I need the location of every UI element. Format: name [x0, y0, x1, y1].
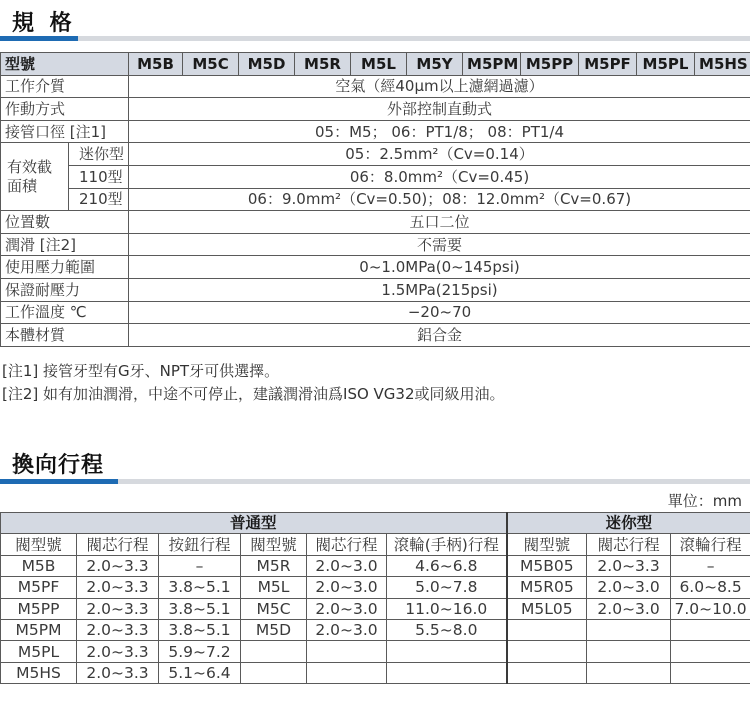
spec-header-row [1, 53, 750, 76]
spec-row-pressure [1, 256, 750, 279]
table-cell [587, 662, 671, 683]
spec-row-medium [1, 75, 750, 98]
stroke-title-accent [0, 479, 118, 484]
spec-label-effective-area: 有效截面積 [1, 143, 69, 211]
table-cell: 2.0~3.3 [77, 598, 159, 619]
table-cell: M5PM [1, 619, 77, 640]
spec-row-lube [1, 233, 750, 256]
table-row [1, 641, 750, 662]
group-mini: 迷你型 [507, 513, 750, 534]
spec-label: 工作溫度 ℃ [1, 301, 129, 324]
table-cell: M5L05 [507, 598, 587, 619]
spec-value: 鋁合金 [129, 324, 750, 347]
spec-table [0, 52, 750, 347]
spec-row-area-210 [1, 188, 750, 211]
table-cell [387, 641, 507, 662]
table-cell: 6.0~8.5 [671, 577, 750, 598]
spec-row-action [1, 98, 750, 121]
spec-sublabel: 迷你型 [69, 143, 129, 166]
table-cell: M5B05 [507, 555, 587, 576]
spec-row-port [1, 120, 750, 143]
spec-row-proof [1, 278, 750, 301]
header-model-m5pf: M5PF [579, 53, 637, 76]
header-model-m5pl: M5PL [637, 53, 695, 76]
table-row [1, 577, 750, 598]
table-cell: 2.0~3.0 [307, 577, 387, 598]
spec-value: 五口二位 [129, 211, 750, 234]
stroke-title-bar [0, 479, 750, 484]
table-cell: 2.0~3.0 [587, 577, 671, 598]
table-cell: 3.8~5.1 [159, 598, 241, 619]
table-cell [587, 619, 671, 640]
spec-row-material [1, 324, 750, 347]
table-cell: 2.0~3.0 [587, 598, 671, 619]
header-model-m5y: M5Y [407, 53, 463, 76]
spec-row-area-110 [1, 165, 750, 188]
table-cell: 3.8~5.1 [159, 619, 241, 640]
table-cell: M5R05 [507, 577, 587, 598]
table-row [1, 662, 750, 683]
stroke-section-title: 換向行程 [12, 453, 105, 478]
table-cell: M5HS [1, 662, 77, 683]
table-cell [507, 662, 587, 683]
spec-value: 1.5MPa(215psi) [129, 278, 750, 301]
table-cell: 2.0~3.0 [307, 555, 387, 576]
spec-value: 空氣（經40μm以上濾網過濾） [129, 75, 750, 98]
table-cell [587, 641, 671, 662]
column-header: 閥芯行程 [77, 534, 159, 555]
table-cell: M5B [1, 555, 77, 576]
column-header: 閥型號 [1, 534, 77, 555]
table-cell: M5L [241, 577, 307, 598]
table-cell: – [671, 555, 750, 576]
table-cell: 5.0~7.8 [387, 577, 507, 598]
header-model-m5pm: M5PM [463, 53, 521, 76]
spec-sublabel: 110型 [69, 165, 129, 188]
table-cell: M5C [241, 598, 307, 619]
table-cell: 3.8~5.1 [159, 577, 241, 598]
header-model-m5pp: M5PP [521, 53, 579, 76]
stroke-body [1, 555, 750, 683]
column-header: 閥型號 [507, 534, 587, 555]
column-header: 滾輪行程 [671, 534, 750, 555]
group-standard: 普通型 [1, 513, 507, 534]
table-cell: M5PF [1, 577, 77, 598]
table-cell: 2.0~3.0 [307, 598, 387, 619]
note-1: [注1] 接管牙型有G牙、NPT牙可供選擇。 [2, 362, 280, 380]
spec-value: 0~1.0MPa(0~145psi) [129, 256, 750, 279]
table-cell: 2.0~3.3 [77, 577, 159, 598]
spec-label: 本體材質 [1, 324, 129, 347]
table-cell: 2.0~3.3 [77, 555, 159, 576]
column-header: 閥型號 [241, 534, 307, 555]
header-model-m5r: M5R [295, 53, 351, 76]
unit-label: 單位：mm [667, 492, 742, 510]
spec-value: 05：2.5mm²（Cv=0.14） [129, 143, 750, 166]
header-model-m5b: M5B [129, 53, 183, 76]
spec-value: 外部控制直動式 [129, 98, 750, 121]
table-cell: 5.5~8.0 [387, 619, 507, 640]
table-cell [387, 662, 507, 683]
table-row [1, 598, 750, 619]
column-header: 閥芯行程 [307, 534, 387, 555]
table-cell: M5R [241, 555, 307, 576]
table-cell [507, 641, 587, 662]
header-model: 型號 [1, 53, 129, 76]
table-cell [671, 662, 750, 683]
table-row [1, 619, 750, 640]
table-cell: 2.0~3.3 [77, 662, 159, 683]
spec-section-title: 規 格 [12, 11, 76, 36]
spec-value: 06：9.0mm²（Cv=0.50)；08：12.0mm²（Cv=0.67) [129, 188, 750, 211]
spec-value: 06：8.0mm²（Cv=0.45) [129, 165, 750, 188]
stroke-group-row [1, 513, 750, 534]
table-cell [307, 662, 387, 683]
header-model-m5d: M5D [239, 53, 295, 76]
spec-value: 05：M5； 06：PT1/8； 08：PT1/4 [129, 120, 750, 143]
table-cell [671, 641, 750, 662]
table-cell [241, 662, 307, 683]
table-cell [507, 619, 587, 640]
table-cell: 2.0~3.3 [77, 619, 159, 640]
spec-title-bar [0, 36, 750, 41]
stroke-table [0, 512, 750, 684]
spec-label: 位置數 [1, 211, 129, 234]
table-cell: 2.0~3.3 [587, 555, 671, 576]
table-cell [241, 641, 307, 662]
spec-label: 接管口徑 [注1] [1, 120, 129, 143]
column-header: 閥芯行程 [587, 534, 671, 555]
spec-label: 工作介質 [1, 75, 129, 98]
spec-row-positions [1, 211, 750, 234]
table-cell: – [159, 555, 241, 576]
table-cell: 5.9~7.2 [159, 641, 241, 662]
table-cell: 4.6~6.8 [387, 555, 507, 576]
column-header: 按鈕行程 [159, 534, 241, 555]
table-cell: 5.1~6.4 [159, 662, 241, 683]
stroke-columns-row [1, 534, 750, 555]
spec-row-temp [1, 301, 750, 324]
note-2: [注2] 如有加油潤滑，中途不可停止，建議潤滑油爲ISO VG32或同級用油。 [2, 385, 505, 403]
table-cell: M5D [241, 619, 307, 640]
spec-sublabel: 210型 [69, 188, 129, 211]
table-cell: M5PL [1, 641, 77, 662]
table-cell: 11.0~16.0 [387, 598, 507, 619]
table-cell: M5PP [1, 598, 77, 619]
spec-row-area-mini [1, 143, 750, 166]
spec-value: −20~70 [129, 301, 750, 324]
spec-label: 潤滑 [注2] [1, 233, 129, 256]
table-cell [671, 619, 750, 640]
header-model-m5l: M5L [351, 53, 407, 76]
header-model-m5c: M5C [183, 53, 239, 76]
table-row [1, 555, 750, 576]
spec-label: 保證耐壓力 [1, 278, 129, 301]
spec-label: 作動方式 [1, 98, 129, 121]
table-cell: 7.0~10.0 [671, 598, 750, 619]
spec-title-accent [0, 36, 78, 41]
header-model-m5hs: M5HS [695, 53, 750, 76]
spec-label: 使用壓力範圍 [1, 256, 129, 279]
column-header: 滾輪(手柄)行程 [387, 534, 507, 555]
table-cell: 2.0~3.0 [307, 619, 387, 640]
table-cell [307, 641, 387, 662]
spec-value: 不需要 [129, 233, 750, 256]
table-cell: 2.0~3.3 [77, 641, 159, 662]
